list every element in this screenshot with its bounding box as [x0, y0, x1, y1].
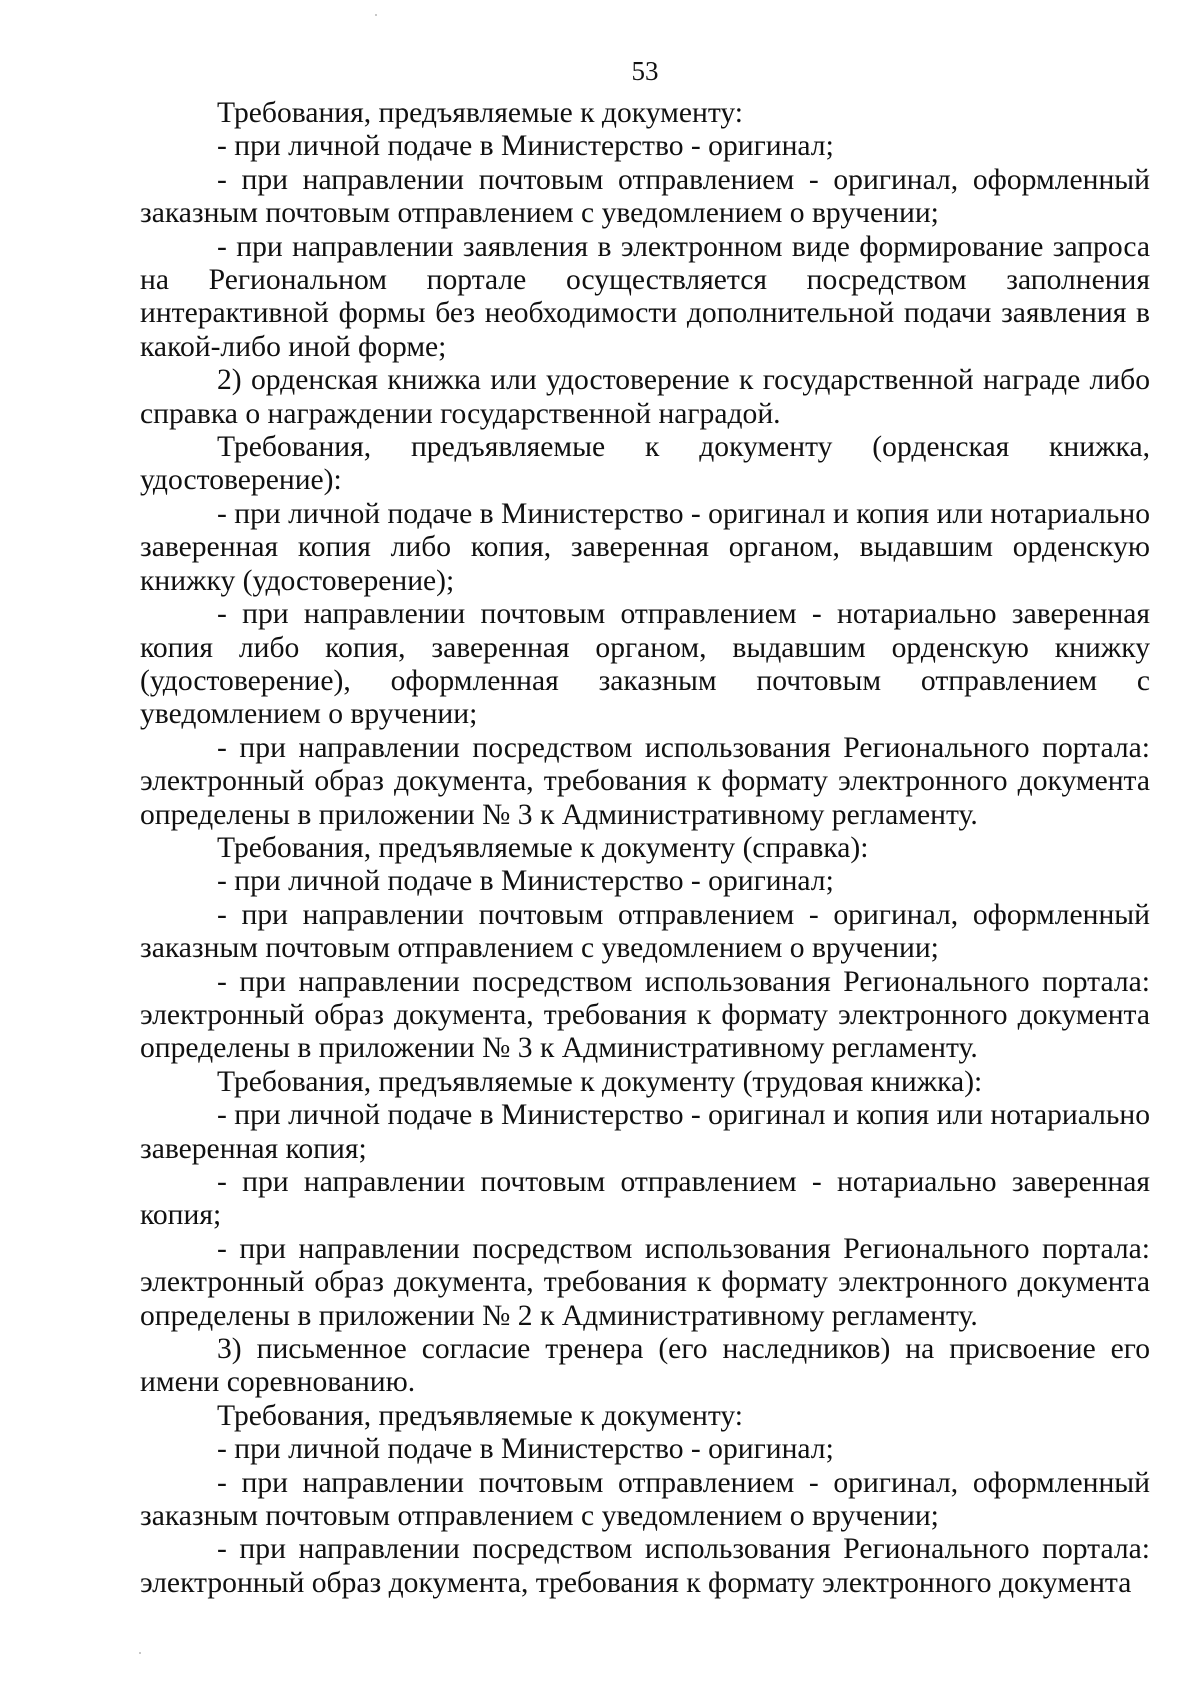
paragraph: - при направлении почтовым отправлением - оригинал, оформленный заказным почтовым отправлением с уведомлением о вручении;	[140, 1466, 1150, 1533]
paragraph: - при личной подаче в Министерство - оригинал;	[217, 865, 834, 898]
paragraph: Требования, предъявляемые к документу (справка):	[217, 831, 869, 864]
paragraph: 2) орденская книжка или удостоверение к государственной награде либо справка о награждении государственной наградой.	[140, 364, 1150, 430]
paragraph: - при направлении почтовым отправлением - нотариально заверенная копия;	[140, 1166, 1150, 1232]
paragraph: Требования, предъявляемые к документу (трудовая книжка):	[217, 1065, 983, 1098]
paragraph: Требования, предъявляемые к документу (орденская книжка, удостоверение):	[140, 431, 1150, 497]
page-number: 53	[631, 56, 659, 86]
paragraph: - при направлении посредством использования Регионального портала: электронный образ документа, требования к формату электронного документа определены в приложении № 3 к Административному регламенту.	[140, 731, 1150, 831]
paragraph: - при направлении заявления в электронном виде формирование запроса на Региональном портале осуществляется посредством заполнения интерактивной формы без необходимости дополнительной подачи заявления в какой-либо иной форме;	[140, 230, 1150, 363]
paragraph: - при направлении посредством использования Регионального портала: электронный образ документа, требования к формату электронного документа	[140, 1533, 1150, 1599]
paragraph: - при направлении почтовым отправлением - оригинал, оформленный заказным почтовым отправлением с уведомлением о вручении;	[140, 898, 1150, 965]
document-body	[140, 97, 1150, 1600]
paragraph: Требования, предъявляемые к документу:	[217, 1399, 743, 1432]
paragraph: - при личной подаче в Министерство - оригинал;	[217, 1433, 834, 1466]
paragraph: - при личной подаче в Министерство - оригинал и копия или нотариально заверенная копия либо копия, заверенная органом, выдавшим орденскую книжку (удостоверение);	[140, 497, 1151, 597]
scan-mark	[139, 1652, 141, 1654]
paragraph: - при направлении почтовым отправлением - нотариально заверенная копия либо копия, заверенная органом, выдавшим орденскую книжку (удостоверение), оформленная заказным почтовым отправлением с уведомлением о вручении;	[140, 598, 1150, 731]
paragraph: - при направлении почтовым отправлением - оригинал, оформленный заказным почтовым отправлением с уведомлением о вручении;	[140, 163, 1150, 230]
paragraph: 3) письменное согласие тренера (его наследников) на присвоение его имени соревнованию.	[140, 1333, 1150, 1399]
paragraph: - при направлении посредством использования Регионального портала: электронный образ документа, требования к формату электронного документа определены в приложении № 2 к Административному регламенту.	[140, 1232, 1150, 1332]
paragraph: - при личной подаче в Министерство - оригинал и копия или нотариально заверенная копия;	[140, 1099, 1151, 1165]
paragraph: - при личной подаче в Министерство - оригинал;	[217, 130, 834, 163]
paragraph: Требования, предъявляемые к документу:	[217, 97, 743, 129]
scan-mark	[375, 14, 377, 16]
paragraph: - при направлении посредством использования Регионального портала: электронный образ документа, требования к формату электронного документа определены в приложении № 3 к Административному регламенту.	[140, 965, 1150, 1065]
